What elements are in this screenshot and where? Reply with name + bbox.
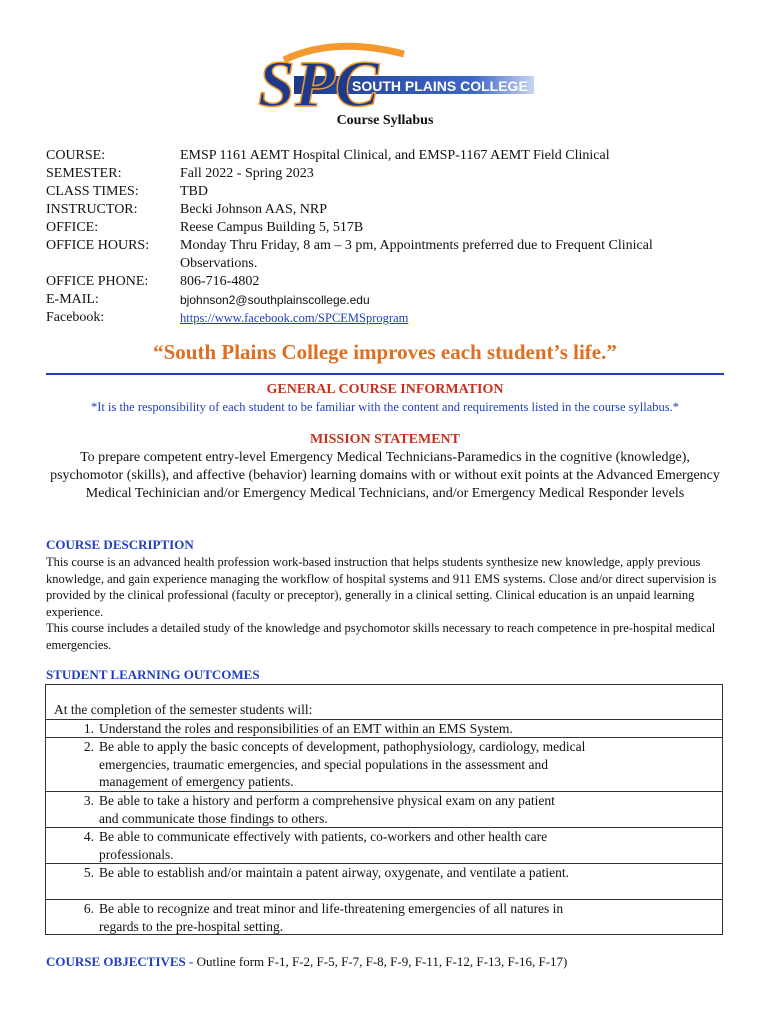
description-paragraph-1: This course is an advanced health profession work-based instruction that helps students synthesize new knowledge, apply previous knowledge, and gain experience managing the workflow of hospital systems and 911 EMS systems. Close and/or direct supervision is provided by the clinical professional (faculty or preceptor), generally in a clinical setting. Clinical education is an unpaid learning experience. [46,555,717,619]
semester-value: Fall 2022 - Spring 2023 [180,166,314,181]
learning-outcomes-heading: STUDENT LEARNING OUTCOMES [46,667,260,682]
outcome-item [46,863,722,899]
outcomes-intro: At the completion of the semester students will: [54,702,313,717]
responsibility-note: *It is the responsibility of each student to be familiar with the content and requirements listed in the course syllabus.* [90,400,680,414]
outcome-text: Be able to apply the basic concepts of development, pathophysiology, cardiology, medical emergencies, traumatic emergencies, and special populations in the assessment and management of emergency patients. [99,739,586,789]
semester-label: SEMESTER: [46,166,122,181]
course-description [46,554,736,653]
divider-line [46,373,724,375]
spc-logo-graphic [254,40,534,120]
college-logo [254,40,534,120]
outcome-number: 6. [83,901,94,916]
facebook-label: Facebook: [46,310,105,325]
outcome-item [46,791,722,827]
mission-text: To prepare competent entry-level Emergency Medical Technicians-Paramedics in the cognitive (knowledge), psychomotor (skills), and affective (behavior) learning domains with or without exit points at the Advanced Emergency Medical Techinician and/or Emergency Medical Technicians, and/or Emergency Medical Responder levels [50,450,720,501]
outcome-text: Be able to establish and/or maintain a patent airway, oxygenate, and ventilate a patient. [99,865,569,880]
outcome-text: Be able to communicate effectively with patients, co-workers and other health care professionals. [99,829,548,862]
instructor-value: Becki Johnson AAS, NRP [180,202,328,217]
outcome-number: 2. [83,739,94,754]
outcome-text: Understand the roles and responsibilities of an EMT within an EMS System. [99,721,513,736]
class-times-value: TBD [180,184,208,199]
facebook-link[interactable]: https://www.facebook.com/SPCEMSprogram [180,311,409,325]
course-objectives [46,954,567,970]
email-value[interactable]: bjohnson2@southplainscollege.edu [180,293,370,307]
mission-heading: MISSION STATEMENT [309,432,460,447]
page-title: Course Syllabus [336,113,434,128]
outcome-number: 4. [83,829,94,844]
outcome-item [46,827,722,863]
office-phone-value: 806-716-4802 [180,274,260,289]
outcome-item [46,719,722,737]
course-objectives-text: Outline form F-1, F-2, F-5, F-7, F-8, F-9, F-11, F-12, F-13, F-16, F-17) [193,954,568,969]
outcome-item [46,899,722,935]
course-value: EMSP 1161 AEMT Hospital Clinical, and EMSP-1167 AEMT Field Clinical [180,148,610,163]
class-times-label: CLASS TIMES: [46,184,139,199]
office-hours-value: Monday Thru Friday, 8 am – 3 pm, Appointments preferred due to Frequent Clinical Observations. [180,238,653,271]
learning-outcomes-table [45,684,723,935]
outcome-number: 3. [83,793,94,808]
outcome-text: Be able to recognize and treat minor and life-threatening emergencies of all natures in regards to the pre-hospital setting. [99,901,564,934]
logo-college-name: SOUTH PLAINS COLLEGE [352,78,528,94]
logo-letters: SPC [258,48,380,120]
course-objectives-heading: COURSE OBJECTIVES - [46,954,194,969]
email-label: E-MAIL: [46,292,99,307]
office-label: OFFICE: [46,220,99,235]
outcome-number: 5. [83,865,94,880]
course-label: COURSE: [46,148,106,163]
general-info-heading: GENERAL COURSE INFORMATION [266,382,504,397]
instructor-label: INSTRUCTOR: [46,202,138,217]
office-phone-label: OFFICE PHONE: [46,274,149,289]
office-hours-label: OFFICE HOURS: [46,238,150,253]
office-value: Reese Campus Building 5, 517B [180,220,364,235]
outcome-number: 1. [83,721,94,736]
college-quote: “South Plains College improves each student’s life.” [153,340,617,364]
outcome-text: Be able to take a history and perform a comprehensive physical exam on any patient and communicate those findings to others. [99,793,555,826]
outcome-item [46,737,722,791]
course-description-heading: COURSE DESCRIPTION [46,537,194,552]
description-paragraph-2: This course includes a detailed study of the knowledge and psychomotor skills necessary to reach competence in pre-hospital medical emergencies. [46,621,716,652]
